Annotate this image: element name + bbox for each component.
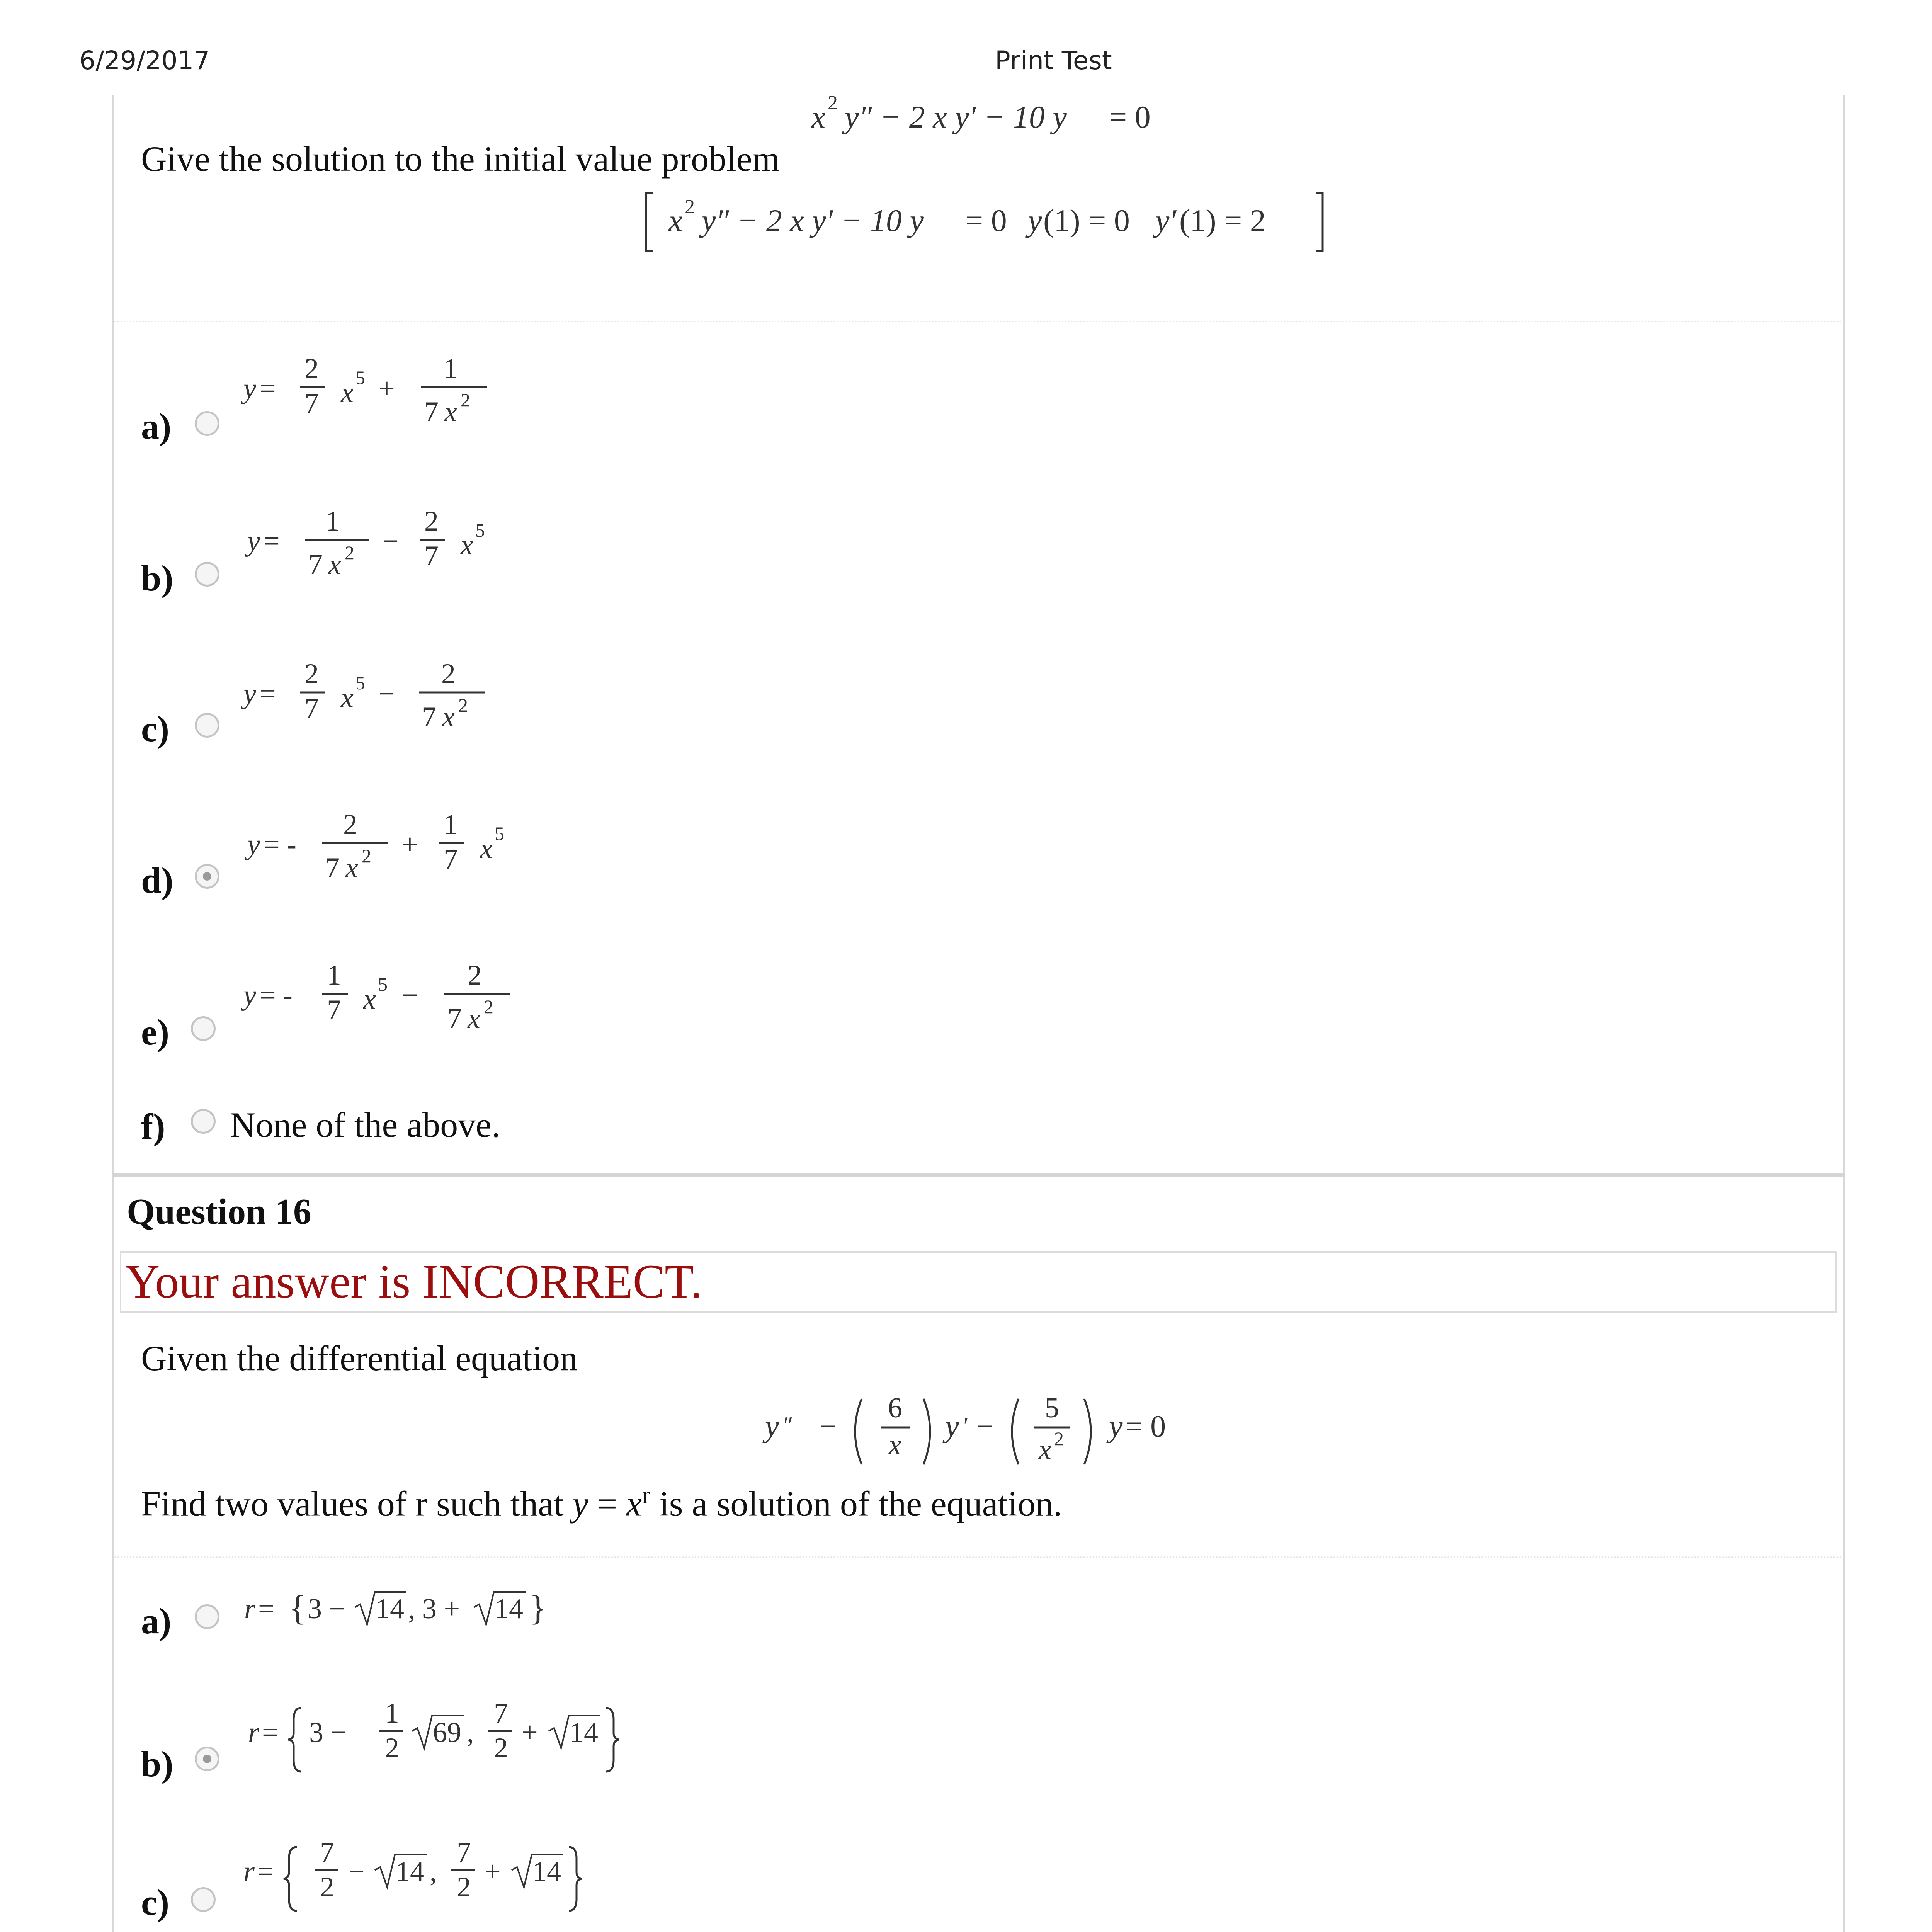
svg-text:x: x <box>341 682 354 714</box>
svg-text:7: 7 <box>494 1697 508 1729</box>
svg-text:2: 2 <box>468 959 482 991</box>
q16-find-after: is a solution of the equation. <box>650 1484 1062 1524</box>
svg-text:1: 1 <box>327 959 341 991</box>
svg-text:{: { <box>289 1588 306 1628</box>
q16-option-b-letter: b) <box>141 1744 173 1784</box>
svg-text:7: 7 <box>304 388 319 419</box>
svg-text:1: 1 <box>444 353 458 384</box>
svg-text:14: 14 <box>376 1593 404 1625</box>
svg-text:5: 5 <box>1045 1392 1059 1424</box>
q15-option-c-letter: c) <box>141 709 170 749</box>
svg-text:y: y <box>243 373 256 405</box>
svg-text:2: 2 <box>828 92 838 114</box>
q16-find-sentence <box>141 1481 1062 1524</box>
svg-text:−: − <box>383 526 399 557</box>
svg-text:−: − <box>349 1856 365 1888</box>
svg-text:x: x <box>345 852 358 884</box>
print-date: 6/29/2017 <box>79 46 210 75</box>
svg-text:,: , <box>430 1856 437 1888</box>
svg-text:3 −: 3 − <box>308 1593 345 1625</box>
svg-text:1: 1 <box>444 809 458 840</box>
q15-option-d-formula <box>240 800 533 900</box>
svg-text:2: 2 <box>457 1871 471 1903</box>
svg-text:69: 69 <box>433 1717 461 1748</box>
svg-text:= 0: = 0 <box>1109 99 1151 134</box>
q16-option-c-letter: c) <box>141 1883 170 1923</box>
svg-text:x: x <box>889 1429 901 1461</box>
svg-text:2: 2 <box>320 1871 334 1903</box>
svg-text:=: = <box>258 1593 274 1625</box>
svg-text:7: 7 <box>422 701 436 733</box>
svg-text:x: x <box>363 983 376 1015</box>
q16-title: Question 16 <box>127 1192 311 1232</box>
svg-text:2: 2 <box>441 658 456 690</box>
svg-text:(1) = 2: (1) = 2 <box>1179 203 1266 238</box>
q15-option-e-formula <box>240 951 533 1051</box>
svg-text:= -: = - <box>260 980 293 1011</box>
q16-find-eq: = <box>588 1484 626 1524</box>
svg-text:= 0: = 0 <box>1125 1410 1166 1444</box>
svg-text:2: 2 <box>304 353 319 384</box>
q16-option-b-formula <box>240 1692 703 1785</box>
svg-text:r: r <box>243 1856 255 1888</box>
svg-text:5: 5 <box>475 519 485 541</box>
svg-text:2: 2 <box>424 505 439 537</box>
svg-text:, 3 +: , 3 + <box>408 1593 460 1625</box>
q15-prompt: Give the solution to the initial value problem <box>141 139 780 179</box>
q15-ivp-equation <box>641 185 1329 259</box>
svg-text:″: ″ <box>782 1412 792 1438</box>
q16-option-a-letter: a) <box>141 1601 172 1641</box>
svg-text:,: , <box>467 1717 474 1748</box>
q15-option-d-letter: d) <box>141 861 173 901</box>
svg-text:}: } <box>529 1588 547 1628</box>
q16-find-r: r <box>642 1481 651 1509</box>
q16-divider <box>114 1556 1843 1558</box>
svg-text:2: 2 <box>484 996 493 1017</box>
q15-option-b-formula <box>240 497 510 597</box>
svg-text:2: 2 <box>461 389 470 411</box>
q15-option-f-text: None of the above. <box>230 1105 500 1145</box>
svg-text:x: x <box>480 833 493 864</box>
q16-find-x: x <box>626 1484 642 1524</box>
svg-text:y: y <box>1109 1410 1123 1444</box>
svg-text:7: 7 <box>325 852 340 884</box>
svg-text:2: 2 <box>494 1732 508 1764</box>
svg-text:6: 6 <box>888 1392 902 1424</box>
svg-text:x: x <box>468 1003 480 1034</box>
svg-text:y: y <box>247 526 260 557</box>
svg-text:7: 7 <box>447 1003 462 1034</box>
q15-option-e-letter: e) <box>141 1012 170 1053</box>
svg-text:7: 7 <box>320 1837 334 1868</box>
q15-option-a-letter: a) <box>141 406 172 447</box>
svg-text:7: 7 <box>457 1837 471 1868</box>
q16-verdict-banner: Your answer is INCORRECT. <box>120 1251 1837 1313</box>
svg-text:+: + <box>522 1717 538 1748</box>
svg-text:y: y <box>765 1410 779 1444</box>
svg-text:2: 2 <box>345 542 354 563</box>
svg-text:7: 7 <box>444 844 458 875</box>
content-frame-right <box>1843 95 1845 1932</box>
svg-text:=: = <box>257 1856 274 1888</box>
svg-text:7: 7 <box>308 549 323 580</box>
q16-option-a-radio[interactable] <box>195 1604 219 1629</box>
svg-text:7: 7 <box>304 693 319 724</box>
svg-text:= -: = - <box>264 829 296 861</box>
q15-option-a-radio[interactable] <box>195 411 219 436</box>
svg-text:x: x <box>668 203 683 238</box>
svg-text:r: r <box>248 1717 259 1748</box>
q15-option-a-formula <box>240 344 510 444</box>
svg-text:=: = <box>262 1717 278 1748</box>
content-frame-left <box>112 95 114 1932</box>
q15-option-d-radio[interactable] <box>195 864 219 889</box>
q15-divider <box>114 321 1843 322</box>
svg-text:′: ′ <box>962 1413 968 1439</box>
svg-text:7: 7 <box>424 396 439 428</box>
svg-text:x: x <box>1039 1434 1051 1466</box>
svg-text:y″ − 2 x y′ − 10 y: y″ − 2 x y′ − 10 y <box>702 203 924 238</box>
svg-text:2: 2 <box>304 658 319 690</box>
svg-text:−: − <box>819 1410 837 1444</box>
svg-text:+: + <box>485 1856 501 1888</box>
q16-equation <box>757 1376 1229 1488</box>
svg-text:=: = <box>260 373 276 405</box>
q15-option-b-radio[interactable] <box>195 562 219 587</box>
svg-text:x: x <box>811 99 826 134</box>
q16-option-a-formula <box>240 1577 649 1638</box>
svg-text:2: 2 <box>362 845 371 867</box>
q16-option-c-formula <box>240 1832 703 1924</box>
svg-text:2: 2 <box>385 1732 399 1764</box>
q16-find-y: y <box>572 1484 588 1524</box>
svg-text:y: y <box>243 980 256 1011</box>
svg-text:y: y <box>1028 203 1042 238</box>
svg-text:+: + <box>402 829 418 861</box>
q15-option-f-radio[interactable] <box>191 1109 216 1134</box>
q16-find-before: Find two values of r such that <box>141 1484 573 1524</box>
question-separator-16 <box>112 1173 1845 1177</box>
q15-option-c-formula <box>240 649 510 750</box>
svg-text:5: 5 <box>355 367 365 388</box>
svg-text:x: x <box>328 549 341 580</box>
svg-text:x: x <box>442 701 455 733</box>
print-title: Print Test <box>995 46 1112 75</box>
q15-equation-top <box>808 91 1167 141</box>
q15-option-b-letter: b) <box>141 558 173 599</box>
svg-text:7: 7 <box>424 540 439 572</box>
svg-text:2: 2 <box>343 809 357 840</box>
svg-text:x: x <box>444 396 457 428</box>
q16-option-b-radio[interactable] <box>195 1747 219 1771</box>
q16-prompt: Given the differential equation <box>141 1338 578 1378</box>
svg-text:14: 14 <box>532 1856 561 1888</box>
svg-text:−: − <box>402 980 418 1011</box>
svg-text:=: = <box>260 678 276 710</box>
svg-text:1: 1 <box>385 1697 399 1729</box>
q15-option-c-radio[interactable] <box>195 713 219 738</box>
svg-text:2: 2 <box>685 196 695 218</box>
svg-text:+: + <box>379 373 395 405</box>
svg-text:2: 2 <box>1054 1428 1064 1449</box>
svg-text:5: 5 <box>378 973 388 995</box>
svg-text:x: x <box>461 529 473 561</box>
svg-text:5: 5 <box>355 672 365 694</box>
svg-text:14: 14 <box>396 1856 424 1888</box>
q15-option-e-radio[interactable] <box>191 1016 216 1041</box>
svg-text:=: = <box>264 526 280 557</box>
svg-text:x: x <box>341 377 354 408</box>
svg-text:−: − <box>379 678 395 710</box>
svg-text:7: 7 <box>327 994 341 1026</box>
svg-text:−: − <box>976 1410 994 1444</box>
q15-option-f-letter: f) <box>141 1107 165 1147</box>
svg-text:y′: y′ <box>1155 203 1177 238</box>
svg-text:1: 1 <box>325 505 340 537</box>
svg-text:(1) = 0: (1) = 0 <box>1043 203 1130 238</box>
svg-text:y: y <box>247 829 260 861</box>
svg-text:= 0: = 0 <box>965 203 1007 238</box>
svg-text:14: 14 <box>495 1593 523 1625</box>
q16-option-c-radio[interactable] <box>191 1887 216 1912</box>
svg-text:y″ − 2 x y′ − 10 y: y″ − 2 x y′ − 10 y <box>845 99 1067 134</box>
svg-text:y: y <box>945 1410 959 1444</box>
svg-text:y: y <box>243 678 256 710</box>
svg-text:5: 5 <box>495 823 504 844</box>
svg-text:3 −: 3 − <box>309 1717 347 1748</box>
svg-text:r: r <box>244 1593 255 1625</box>
svg-text:14: 14 <box>570 1717 598 1748</box>
svg-text:2: 2 <box>458 694 468 716</box>
